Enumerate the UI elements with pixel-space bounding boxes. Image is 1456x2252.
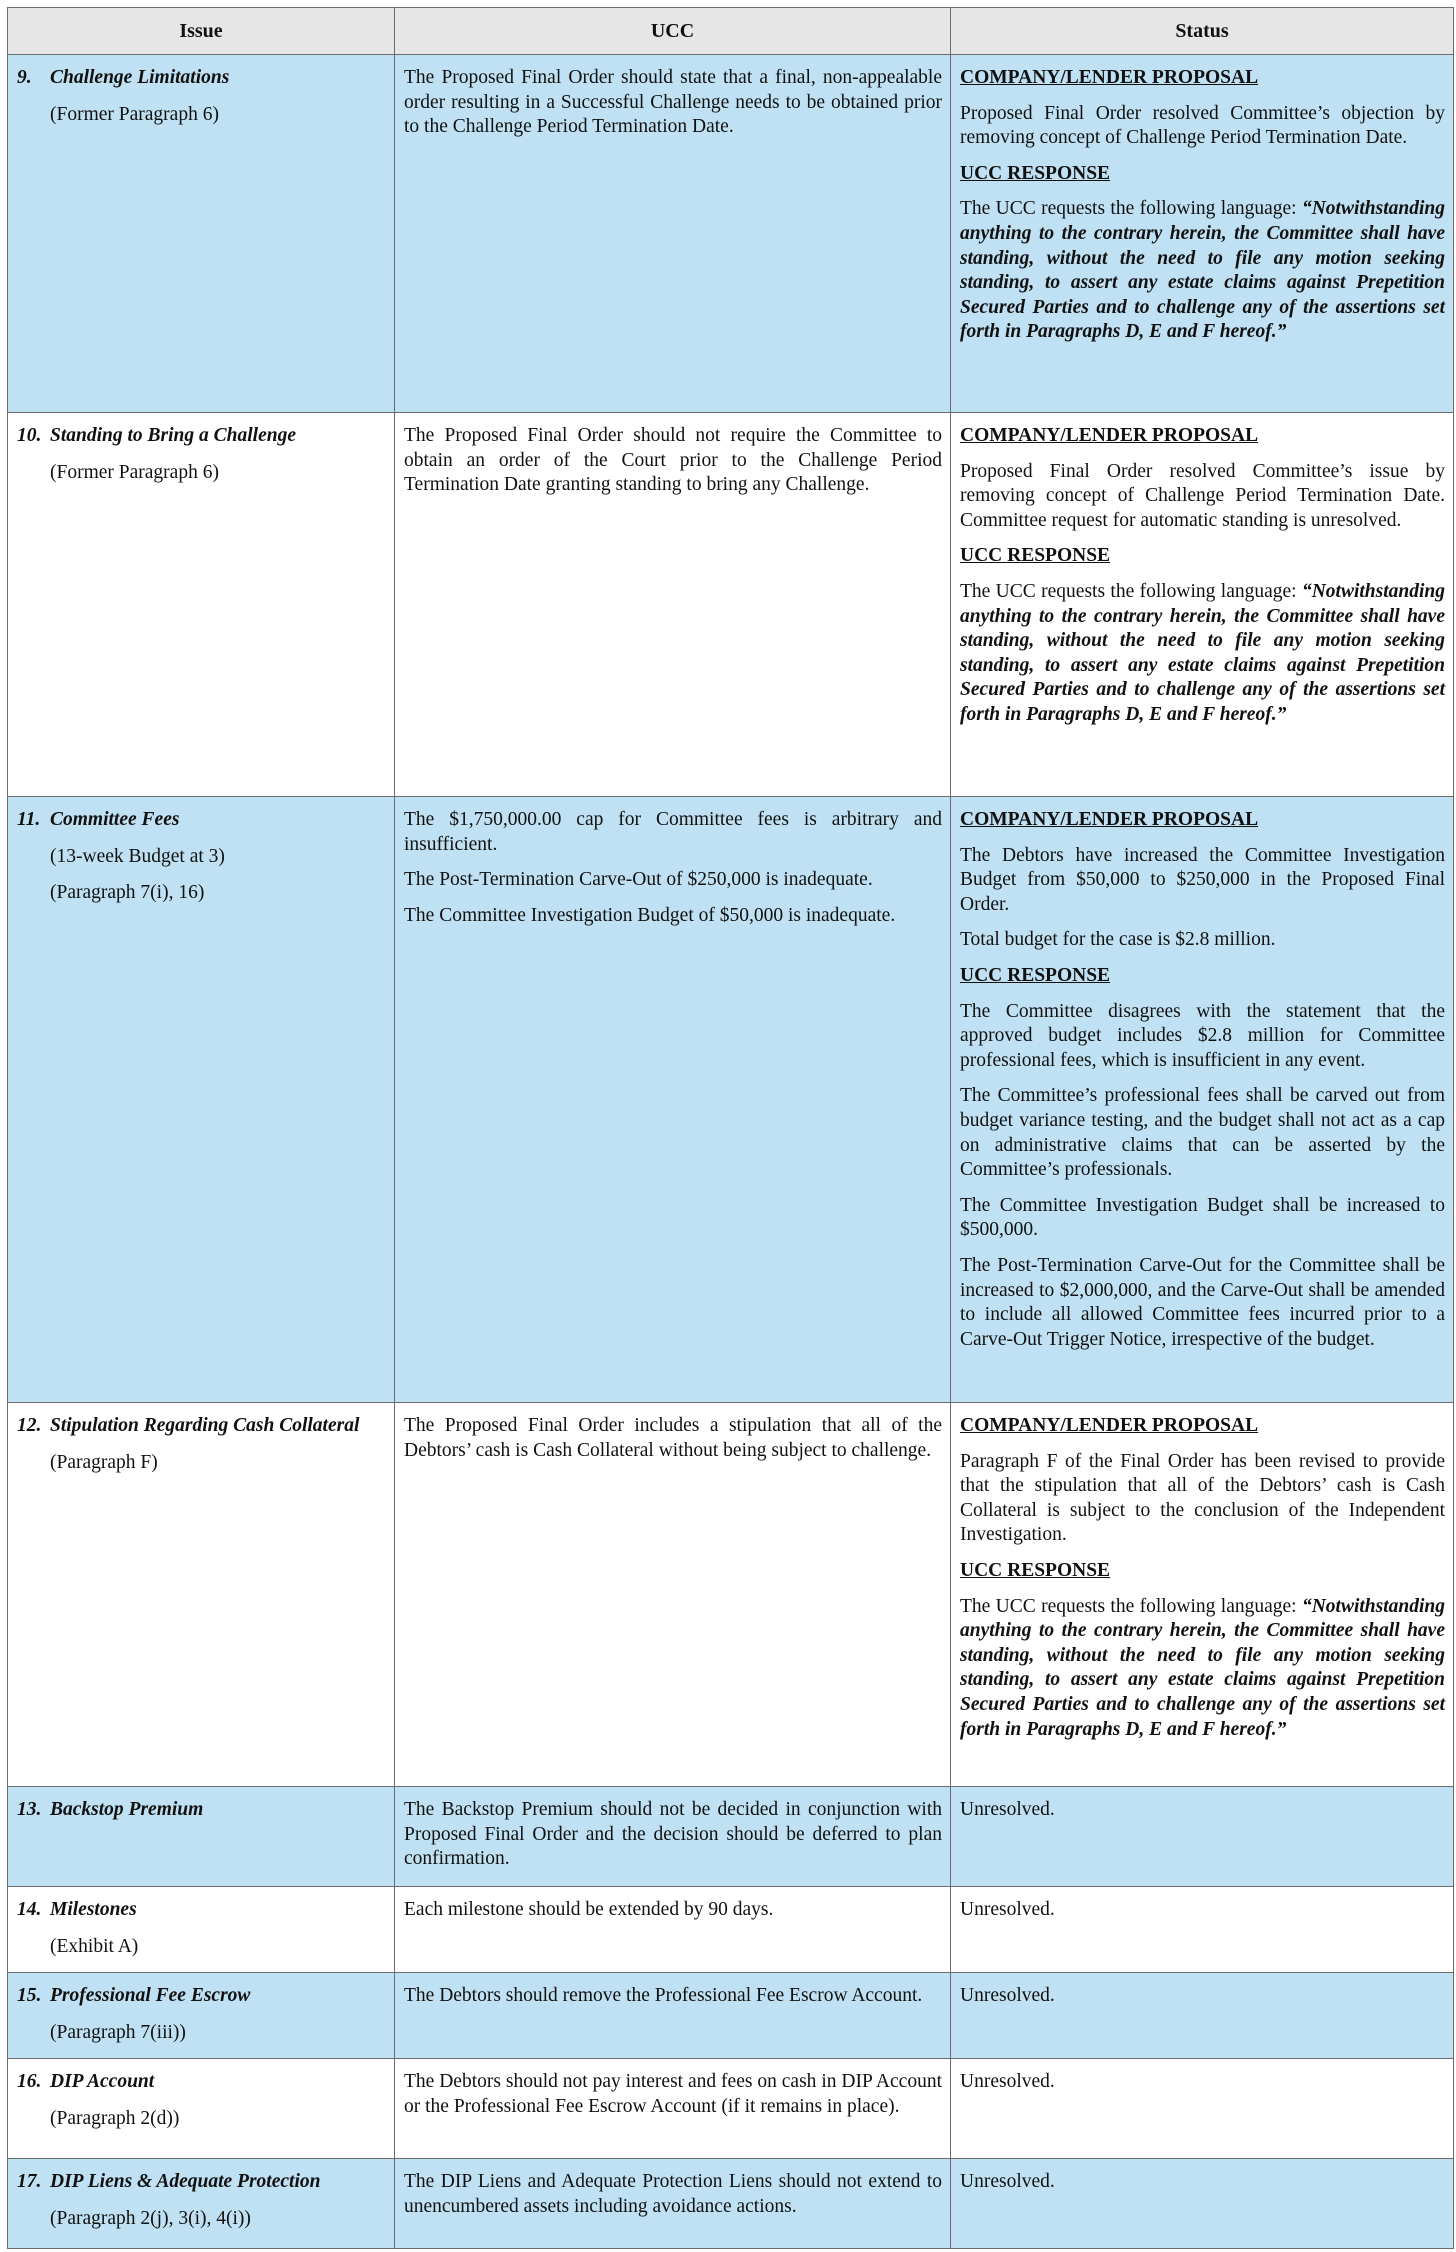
ucc-response-paragraph: The Committee disagrees with the statement that the approved budget includes $2.8 million for Committee professional fees, which is insufficient in any event.: [960, 1000, 1445, 1071]
status-text: Unresolved.: [960, 2171, 1055, 2192]
company-proposal-header: COMPANY/LENDER PROPOSAL: [960, 809, 1259, 830]
ucc-response-paragraph: The Committee Investigation Budget shall be increased to $500,000.: [960, 1194, 1445, 1241]
ucc-response-header: UCC RESPONSE: [960, 964, 1111, 986]
issue-reference: (Paragraph 7(iii)): [50, 2021, 186, 2043]
issues-document: [7, 7, 1453, 2249]
status-cell: [951, 1973, 1454, 2059]
ucc-response-lead: The UCC requests the following language:: [960, 198, 1302, 220]
ucc-paragraph: The Debtors should remove the Professional Fee Escrow Account.: [404, 1985, 923, 2006]
issue-number: 16.: [17, 2071, 42, 2092]
issue-cell: [8, 55, 395, 413]
issue-name: Backstop Premium: [50, 1799, 204, 1820]
status-text: Unresolved.: [960, 1799, 1055, 1820]
issue-number: 9.: [17, 67, 32, 88]
table-row: [8, 2059, 1454, 2159]
table-row: [8, 797, 1454, 1403]
status-text: Unresolved.: [960, 1985, 1055, 2006]
ucc-cell: [395, 1973, 951, 2059]
issue-title: [17, 2170, 386, 2195]
issue-cell: [8, 413, 395, 797]
table-row: [8, 1403, 1454, 1787]
ucc-response-paragraph: The Post-Termination Carve-Out for the Committee shall be increased to $2,000,000, and the Carve-Out shall be amended to include all allowed Committee fees incurred prior to a Carve-Out Trigger Notice, irrespective of the budget.: [960, 1254, 1445, 1350]
header-issue: Issue: [8, 8, 395, 55]
issue-number: 17.: [17, 2171, 42, 2192]
issue-reference: (Paragraph 2(d)): [50, 2107, 180, 2129]
issue-name: Standing to Bring a Challenge: [50, 425, 296, 446]
issue-title: [17, 424, 386, 449]
status-text: Unresolved.: [960, 1899, 1055, 1920]
ucc-response-lead: The UCC requests the following language:: [960, 1595, 1302, 1617]
issue-title: [17, 2070, 386, 2095]
issue-number: 14.: [17, 1899, 42, 1920]
ucc-response-paragraph: [960, 1595, 1445, 1743]
issue-number: 10.: [17, 425, 42, 446]
issue-title: [17, 808, 386, 833]
ucc-paragraph: The Proposed Final Order should not require the Committee to obtain an order of the Court prior to the Challenge Period Termination Date granting standing to bring any Challenge.: [404, 425, 942, 496]
ucc-cell: [395, 2159, 951, 2249]
ucc-cell: [395, 797, 951, 1403]
issue-number: 15.: [17, 1985, 42, 2006]
table-row: [8, 1973, 1454, 2059]
header-status: Status: [951, 8, 1454, 55]
issue-title: [17, 1984, 386, 2009]
requested-language-quote: “Notwithstanding anything to the contrary herein, the Committee shall have standing, without the need to file any motion seeking standing, to assert any estate claims against Prepetition Secured Parties and to challenge any of the assertions set forth in Paragraphs D, E and F hereof.”: [960, 198, 1445, 343]
ucc-paragraph: The Debtors should not pay interest and fees on cash in DIP Account or the Professional Fee Escrow Account (if it remains in place).: [404, 2071, 942, 2117]
issue-cell: [8, 1787, 395, 1887]
company-proposal-paragraph: Proposed Final Order resolved Committee’s issue by removing concept of Challenge Period Termination Date. Committee request for automatic standing is unresolved.: [960, 460, 1445, 531]
company-proposal-header: COMPANY/LENDER PROPOSAL: [960, 425, 1259, 446]
ucc-cell: [395, 413, 951, 797]
ucc-paragraph: The Proposed Final Order includes a stipulation that all of the Debtors’ cash is Cash Collateral without being subject to challenge.: [404, 1415, 942, 1461]
ucc-cell: [395, 55, 951, 413]
ucc-cell: [395, 1403, 951, 1787]
issue-title: [17, 1798, 386, 1823]
table-row: [8, 1887, 1454, 1973]
table-row: [8, 55, 1454, 413]
company-proposal-header: COMPANY/LENDER PROPOSAL: [960, 1415, 1259, 1436]
ucc-paragraph: The DIP Liens and Adequate Protection Liens should not extend to unencumbered assets including avoidance actions.: [404, 2171, 942, 2217]
issue-cell: [8, 1887, 395, 1973]
issue-name: DIP Liens & Adequate Protection: [50, 2171, 321, 2192]
ucc-paragraph: The Backstop Premium should not be decided in conjunction with Proposed Final Order and the decision should be deferred to plan confirmation.: [404, 1799, 942, 1870]
issue-reference: (Former Paragraph 6): [50, 461, 219, 483]
issue-reference: (13-week Budget at 3): [50, 845, 225, 867]
header-row: [8, 8, 1454, 55]
issue-name: Professional Fee Escrow: [50, 1985, 251, 2006]
issue-reference: (Exhibit A): [50, 1935, 139, 1957]
status-cell: [951, 2059, 1454, 2159]
ucc-response-header: UCC RESPONSE: [960, 1559, 1111, 1581]
company-proposal-paragraph: The Debtors have increased the Committee Investigation Budget from $50,000 to $250,000 in the Proposed Final Order.: [960, 844, 1445, 915]
ucc-paragraph: The Committee Investigation Budget of $50,000 is inadequate.: [404, 904, 896, 926]
ucc-cell: [395, 1787, 951, 1887]
issue-cell: [8, 2059, 395, 2159]
status-cell: [951, 797, 1454, 1403]
ucc-paragraph: The Post-Termination Carve-Out of $250,000 is inadequate.: [404, 869, 873, 891]
issue-number: 13.: [17, 1799, 42, 1820]
ucc-paragraph: The Proposed Final Order should state that a final, non-appealable order resulting in a Successful Challenge needs to be obtained prior to the Challenge Period Termination Date.: [404, 67, 942, 138]
table-row: [8, 2159, 1454, 2249]
requested-language-quote: “Notwithstanding anything to the contrary herein, the Committee shall have standing, without the need to file any motion seeking standing, to assert any estate claims against Prepetition Secured Parties and to challenge any of the assertions set forth in Paragraphs D, E and F hereof.”: [960, 580, 1445, 725]
status-cell: [951, 1787, 1454, 1887]
status-cell: [951, 55, 1454, 413]
table-row: [8, 413, 1454, 797]
status-cell: [951, 1403, 1454, 1787]
issue-title: [17, 1414, 386, 1439]
issue-reference: (Paragraph 7(i), 16): [50, 882, 205, 904]
ucc-response-paragraph: The Committee’s professional fees shall be carved out from budget variance testing, and the budget shall not act as a cap on administrative claims that can be asserted by the Committee’s professionals.: [960, 1085, 1445, 1181]
issue-name: Challenge Limitations: [50, 67, 230, 88]
ucc-paragraph: The $1,750,000.00 cap for Committee fees is arbitrary and insufficient.: [404, 809, 942, 855]
ucc-paragraph: Each milestone should be extended by 90 days.: [404, 1899, 774, 1920]
issue-cell: [8, 2159, 395, 2249]
ucc-response-paragraph: [960, 197, 1445, 345]
issue-title: [17, 66, 386, 91]
status-cell: [951, 1887, 1454, 1973]
issue-name: Committee Fees: [50, 809, 180, 830]
header-ucc: UCC: [395, 8, 951, 55]
issue-name: Stipulation Regarding Cash Collateral: [50, 1415, 360, 1436]
ucc-response-header: UCC RESPONSE: [960, 162, 1111, 184]
issue-cell: [8, 1973, 395, 2059]
table-row: [8, 1787, 1454, 1887]
issue-number: 12.: [17, 1415, 42, 1436]
issue-title: [17, 1898, 386, 1923]
issues-table: [7, 7, 1454, 2249]
issue-number: 11.: [17, 809, 41, 830]
ucc-cell: [395, 2059, 951, 2159]
issue-cell: [8, 1403, 395, 1787]
company-proposal-paragraph: Proposed Final Order resolved Committee’s objection by removing concept of Challenge Period Termination Date.: [960, 102, 1445, 149]
issue-name: DIP Account: [50, 2071, 155, 2092]
ucc-cell: [395, 1887, 951, 1973]
ucc-response-header: UCC RESPONSE: [960, 545, 1111, 567]
issue-reference: (Paragraph F): [50, 1451, 158, 1473]
status-text: Unresolved.: [960, 2071, 1055, 2092]
status-cell: [951, 2159, 1454, 2249]
issue-reference: (Former Paragraph 6): [50, 103, 219, 125]
company-proposal-paragraph: Paragraph F of the Final Order has been revised to provide that the stipulation that all of the Debtors’ cash is Cash Collateral is subject to the conclusion of the Independent Investigation.: [960, 1450, 1445, 1546]
status-cell: [951, 413, 1454, 797]
company-proposal-paragraph: Total budget for the case is $2.8 million.: [960, 929, 1276, 951]
ucc-response-lead: The UCC requests the following language:: [960, 580, 1302, 602]
issue-name: Milestones: [50, 1899, 137, 1920]
company-proposal-header: COMPANY/LENDER PROPOSAL: [960, 67, 1259, 88]
issue-reference: (Paragraph 2(j), 3(i), 4(i)): [50, 2207, 251, 2229]
ucc-response-paragraph: [960, 580, 1445, 728]
issue-cell: [8, 797, 395, 1403]
requested-language-quote: “Notwithstanding anything to the contrary herein, the Committee shall have standing, without the need to file any motion seeking standing, to assert any estate claims against Prepetition Secured Parties and to challenge any of the assertions set forth in Paragraphs D, E and F hereof.”: [960, 1595, 1445, 1740]
